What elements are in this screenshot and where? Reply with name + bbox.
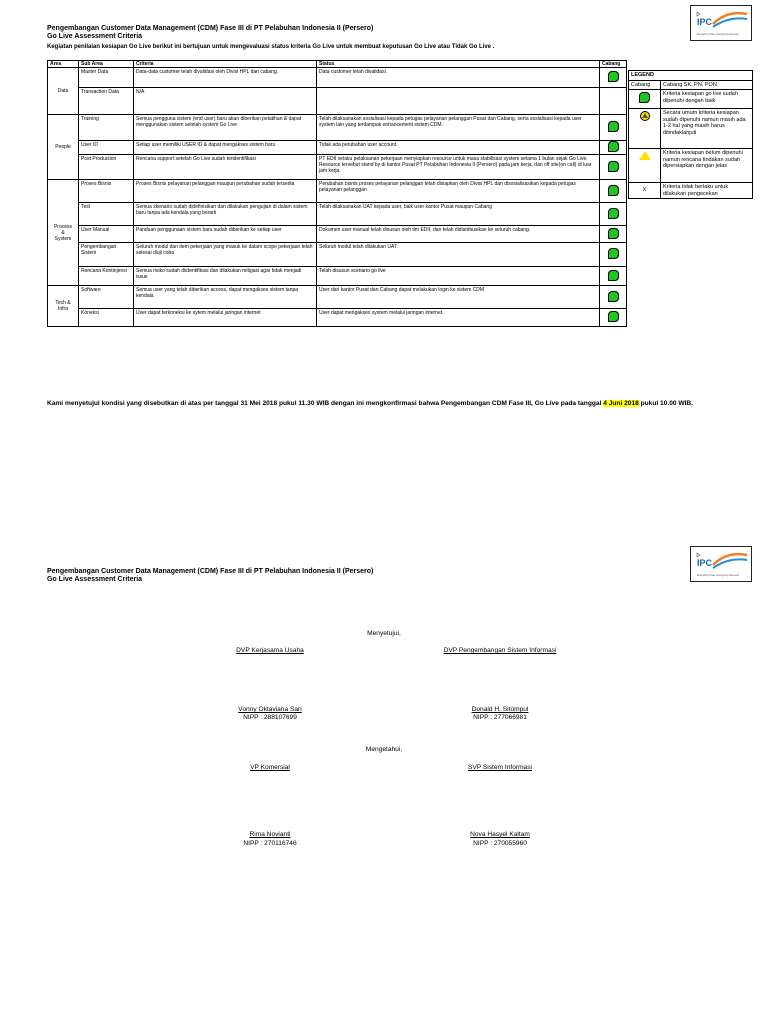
status-cell: Data customer telah divalidasi. <box>317 68 600 88</box>
header-cabang: Cabang <box>600 61 627 68</box>
cabang-cell <box>600 203 627 226</box>
svg-text:Energizing Trade, Energizing I: Energizing Trade, Energizing Indonesia <box>697 574 739 577</box>
sub-area: Master Data <box>79 68 134 88</box>
status-cell: User dari kantor Pusat dan Cabang dapat melakukan login ke sistem CDM <box>317 286 600 309</box>
document-title: Pengembangan Customer Data Management (CDM) Fase III di PT Pelabuhan Indonesia II (Persero) <box>47 25 374 32</box>
header-area: Area <box>48 61 79 68</box>
signer-name: Rima Novianti <box>249 831 291 838</box>
status-cell: Seluruh modul telah dilakukan UAT. <box>317 243 600 267</box>
table-row <box>48 309 627 327</box>
green-status-icon <box>608 311 619 322</box>
legend-symbol <box>629 109 661 149</box>
sub-area: Koneksi <box>79 309 134 327</box>
green-status-icon <box>608 208 619 219</box>
legend-text: Kriteria kesiapan belum dipenuhi namun rencana tindakan sudah dipersiapkan dengan jelas <box>661 149 753 183</box>
yellow-triangle-icon <box>639 151 651 160</box>
intro-text: Kegiatan penilaian kesiapan Go Live berikut ini bertujuan untuk mengevaluasi status kriteria Go Live untuk membuat keputusan Go Live atau Tidak Go Live . <box>47 44 495 50</box>
sub-area: User ID <box>79 141 134 155</box>
table-row <box>48 180 627 203</box>
signer-name: Nova Hasyel Kaltam <box>470 831 530 838</box>
table-header-row <box>48 61 627 68</box>
criteria-cell: Semua pengguna sistem (end user) baru akan diberikan pelatihan & dapat menggunakan sistem setelah system Go Live <box>134 115 317 141</box>
signer-name: Donald H. Sitompul <box>471 706 529 713</box>
table-row <box>48 68 627 88</box>
cabang-cell <box>600 68 627 88</box>
statement-text: Kami menyetujui kondisi yang disebutkan di atas per tanggal 31 Mei 2018 pukul 11.30 WIB dengan ini mengkonfirmasi bahwa Pengembangan CDM Fase III, Go Live pada tanggal <box>47 400 604 407</box>
cabang-cell <box>600 286 627 309</box>
header-sub-area: Sub Area <box>79 61 134 68</box>
green-status-icon <box>608 248 619 259</box>
table-row <box>48 88 627 115</box>
criteria-cell: Setiap user memiliki USER ID & dapat mengakses sistem baru <box>134 141 317 155</box>
sub-area: Software <box>79 286 134 309</box>
sub-area: Post Production <box>79 155 134 180</box>
statement-text-end: pukul 10.00 WIB. <box>638 400 694 407</box>
legend-text: Secara umum kriteria kesiapan sudah dipenuhi namun masih ada 1-2 hal yang masih harus ditindaklanjuti <box>661 109 753 149</box>
sub-area: Transaction Data <box>79 88 134 115</box>
svg-text:IPC: IPC <box>697 558 713 568</box>
signer-nipp: NIPP : 288107699 <box>243 714 297 721</box>
criteria-cell: Semua user yang telah diberikan access, dapat mengakses sistem tanpa kendala <box>134 286 317 309</box>
status-cell: Telah dilaksanakan UAT kepada user, baik user kantor Pusat maupun Cabang <box>317 203 600 226</box>
green-status-icon <box>608 141 619 152</box>
page2-title: Pengembangan Customer Data Management (CDM) Fase III di PT Pelabuhan Indonesia II (Persero) <box>47 568 374 575</box>
criteria-cell: Rencana support setelah Go Live sudah teridentifikasi <box>134 155 317 180</box>
table-row <box>48 243 627 267</box>
sub-area: Test <box>79 203 134 226</box>
menyetujui-label: Menyetujui, <box>367 630 401 637</box>
ipc-logo <box>690 5 752 41</box>
legend-cabang-label: Cabang <box>629 80 661 90</box>
signer-nipp: NIPP : 277066981 <box>473 714 527 721</box>
sub-area: Rencana Kontinjensi <box>79 267 134 286</box>
signer-nipp: NIPP : 270116746 <box>243 840 297 847</box>
signer-name: Vonny Oktaviana Sari <box>238 706 302 713</box>
criteria-cell: Proses Bisnis pelayanan pelanggan maupun perubahan sudah tersedia <box>134 180 317 203</box>
legend-symbol <box>629 90 661 109</box>
green-status-icon <box>608 161 619 172</box>
signer-role: DVP Kerjasama Usaha <box>236 647 304 654</box>
sub-area: Pengembangan Sistem <box>79 243 134 267</box>
table-row <box>48 141 627 155</box>
svg-text:IPC: IPC <box>697 17 713 27</box>
status-cell: Dokumen user manual telah disusun oleh tim EDII, dan telah didistribusikan ke seluruh cabang. <box>317 226 600 243</box>
legend-table <box>628 70 753 199</box>
legend-text: Kriteria kesiapan go live sudah dipenuhi dengan baik <box>661 90 753 109</box>
yellow-warning-circle-icon <box>640 111 650 121</box>
cabang-cell <box>600 88 627 115</box>
sub-area: Proses Bisnis <box>79 180 134 203</box>
svg-text:Energizing Trade, Energizing I: Energizing Trade, Energizing Indonesia <box>697 33 739 36</box>
cabang-cell <box>600 267 627 286</box>
green-status-icon <box>639 92 650 103</box>
status-cell: Telah disusun scenario go live <box>317 267 600 286</box>
cabang-cell <box>600 155 627 180</box>
table-row <box>48 155 627 180</box>
green-status-icon <box>608 121 619 132</box>
assessment-table <box>47 60 627 327</box>
green-status-icon <box>608 270 619 281</box>
criteria-cell: Data-data customer telah divalidasi oleh Divisi HPL dan cabang. <box>134 68 317 88</box>
table-row <box>48 286 627 309</box>
signer-role: SVP Sistem Informasi <box>467 764 532 771</box>
sub-area: User Manual <box>79 226 134 243</box>
document-subtitle: Go Live Assessment Criteria <box>47 33 143 40</box>
criteria-cell: Seluruh modul dan item pekerjaan yang masuk ke dalam scope pekerjaan telah selesai diuji coba <box>134 243 317 267</box>
green-status-icon <box>608 185 619 196</box>
legend-cabang-value: Cabang SK, PN, PON <box>661 80 753 90</box>
status-cell: Perubahan bisnis proses pelayanan pelanggan telah disiapkan oleh Divisi HPL dan disosialisasikan kepada petugas pelayanan pelanggan <box>317 180 600 203</box>
approval-statement <box>47 399 737 408</box>
green-status-icon <box>608 228 619 239</box>
cabang-cell <box>600 226 627 243</box>
table-row <box>48 226 627 243</box>
status-cell: User dapat mengakses system melalui jaringan internet. <box>317 309 600 327</box>
area-process-system: Process & System <box>48 180 79 286</box>
legend-symbol <box>629 149 661 183</box>
green-status-icon <box>608 71 619 82</box>
table-row <box>48 203 627 226</box>
criteria-cell: Semua risiko sudah diidentifikasi dan dilakukan mitigasi agar tidak menjadi issue <box>134 267 317 286</box>
area-people: People <box>48 115 79 180</box>
criteria-cell: N/A <box>134 88 317 115</box>
area-tech-infra: Tech & Infra <box>48 286 79 327</box>
sub-area: Training <box>79 115 134 141</box>
signer-role: DVP Pengembangan Sistem Informasi <box>443 647 557 654</box>
table-row <box>48 115 627 141</box>
status-cell <box>317 88 600 115</box>
criteria-cell: Panduan penggunaan sistem baru sudah diberikan ke setiap user <box>134 226 317 243</box>
cabang-cell <box>600 141 627 155</box>
cabang-cell <box>600 115 627 141</box>
table-row <box>48 267 627 286</box>
criteria-cell: User dapat terkoneksi ke sytem melalui jaringan internet <box>134 309 317 327</box>
cabang-cell <box>600 309 627 327</box>
status-cell: Tidak ada perubahan user account. <box>317 141 600 155</box>
cabang-cell <box>600 243 627 267</box>
ipc-logo <box>690 546 752 582</box>
legend-symbol-x: X <box>629 183 661 199</box>
page2-subtitle: Go Live Assessment Criteria <box>47 576 143 583</box>
status-cell: PT EDII selaku pelaksanan pekerjaan menyiapkan resource untuk masa stabilisasi system selama 1 bulan sejak Go Live. Resource tersebut stand by di kantor Pusat PT Pelabuhan Indonesia II (Persero) pada jam kerja, dan off site(on call) di luar jam kerja. <box>317 155 600 180</box>
mengetahui-label: Mengetahui, <box>365 746 403 753</box>
header-criteria: Criteria <box>134 61 317 68</box>
signer-nipp: NIPP : 270055960 <box>473 840 527 847</box>
criteria-cell: Semua skenario sudah didefinisikan dan dilakukan pengujian di dalam sistem baru tanpa ada kendala yang berarti <box>134 203 317 226</box>
header-status: Status <box>317 61 600 68</box>
legend-title: LEGEND <box>629 71 753 81</box>
status-cell: Telah dilaksanakan sosialisasi kepada petugas pelayanan pelanggan Pusat dan Cabang, serta sosialisasi kepada user system lain yang terdampak enhancement sistem CDM. <box>317 115 600 141</box>
go-live-date-highlight: 4 Juni 2018 <box>603 400 639 407</box>
signer-role: VP Komersial <box>250 764 290 771</box>
legend-text: Kriteria tidak berlaku untuk dilakukan pengecekan <box>661 183 753 199</box>
cabang-cell <box>600 180 627 203</box>
area-data: Data <box>48 68 79 115</box>
green-status-icon <box>608 291 619 302</box>
